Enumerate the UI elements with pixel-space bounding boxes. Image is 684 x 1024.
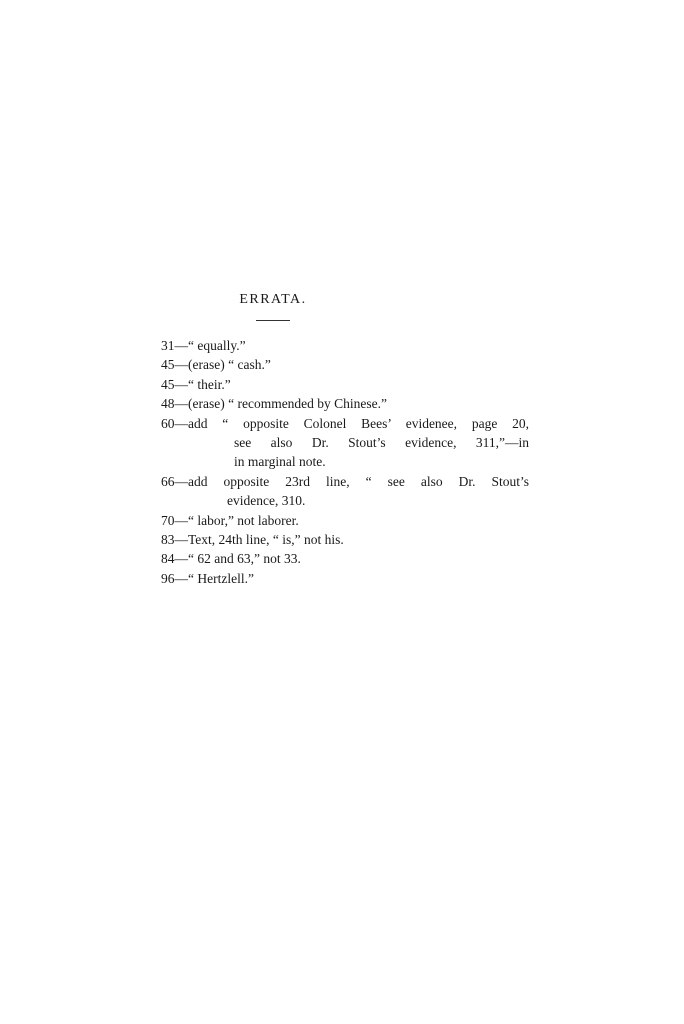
errata-entry-66 [161,472,529,511]
entry-text: 96—“ Hertzlell.” [161,570,254,586]
entry-text: 84—“ 62 and 63,” not 33. [161,551,301,567]
errata-entry-45-cash [161,355,529,374]
entry-text-line-1: 66—add opposite 23rd line, “ see also Dr. Stout’s [161,473,529,489]
entry-text: 83—Text, 24th line, “ is,” not his. [161,532,344,548]
entry-text-line-2: evidence, 310. [227,493,306,509]
errata-entry-70 [161,511,529,530]
errata-heading: ERRATA. [239,292,307,307]
errata-entry-96 [161,569,529,588]
heading-rule [256,320,290,321]
entry-text: 31—“ equally.” [161,338,246,353]
entry-text: 45—“ their.” [161,376,231,392]
entry-text: 45—(erase) “ cash.” [161,357,271,373]
entry-text: 70—“ labor,” not laborer. [161,512,299,528]
entry-text-line-1: 60—add “ opposite Colonel Bees’ evidenee, page 20, [161,415,529,431]
entry-text: 48—(erase) “ recommended by Chinese.” [161,396,388,412]
errata-entry-48 [161,394,529,413]
errata-entry-84 [161,549,529,568]
errata-list [161,336,529,588]
errata-entry-60 [161,414,529,472]
errata-entry-31 [161,336,529,355]
entry-text-line-3: in marginal note. [234,454,326,470]
errata-entry-83 [161,530,529,549]
entry-text-line-2: see also Dr. Stout’s evidence, 311,”—in [234,435,529,451]
errata-entry-45-their [161,375,529,394]
